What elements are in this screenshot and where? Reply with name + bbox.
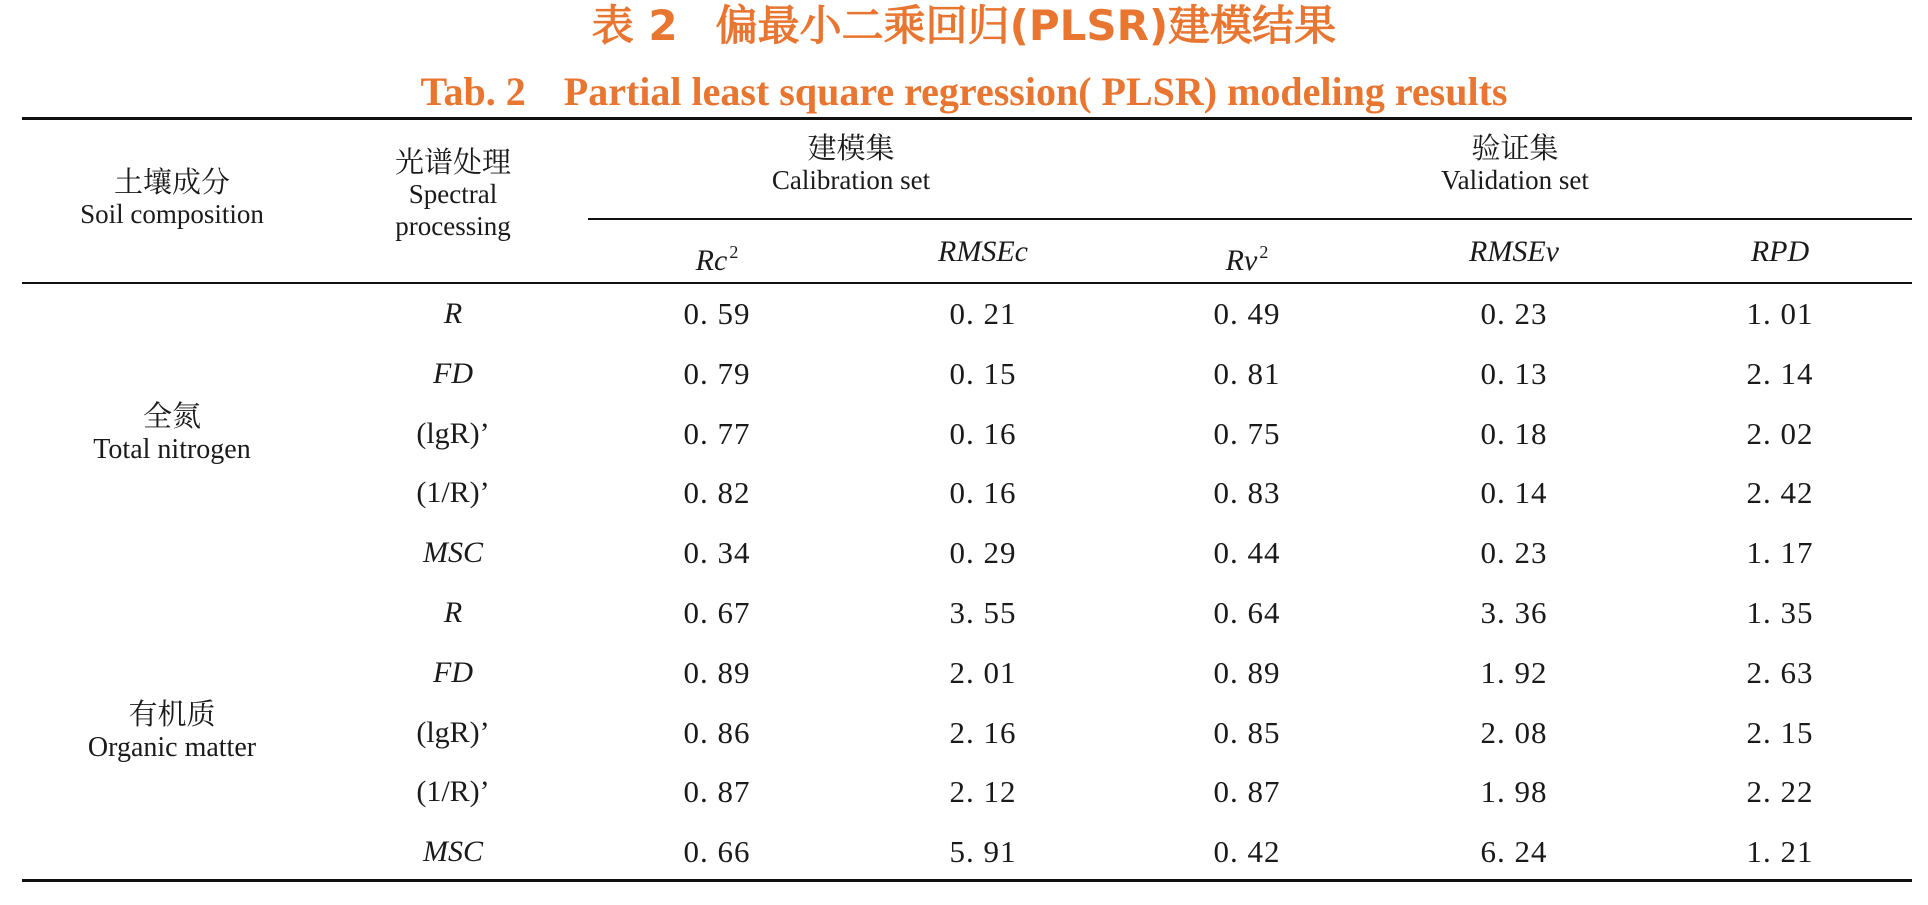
cell-rpd: 1. 21	[1746, 834, 1814, 869]
cell-rc2: 0. 82	[683, 475, 751, 510]
header-spectral-processing	[395, 146, 511, 242]
cell-rv2: 0. 44	[1213, 535, 1281, 570]
table-number-english: Tab. 2	[420, 69, 526, 114]
cell-rv2: 0. 64	[1213, 595, 1281, 630]
cell-rc2: 0. 79	[683, 356, 751, 391]
header-soil-cn: 土壤成分	[113, 165, 230, 199]
cell-proc: FD	[433, 357, 473, 390]
header-soil-en: Soil composition	[80, 199, 264, 229]
group-en: Total nitrogen	[93, 434, 251, 465]
cell-rc2: 0. 34	[683, 535, 751, 570]
cell-proc: (lgR)’	[416, 417, 490, 450]
group-cn: 全氮	[142, 399, 202, 433]
table-caption-english: Partial least square regression( PLSR) modeling results	[563, 69, 1508, 114]
cell-rv2: 0. 42	[1213, 834, 1281, 869]
table-title-chinese	[0, 2, 1928, 50]
header-bottom-rule	[22, 282, 1912, 284]
header-sub-rule	[588, 218, 1912, 220]
cell-rc2: 0. 66	[683, 834, 751, 869]
table-number-chinese: 表 2	[591, 1, 678, 50]
header-metric-rpd: RPD	[1750, 235, 1810, 268]
cell-rmsev: 6. 24	[1480, 834, 1548, 869]
group-en: Organic matter	[87, 732, 257, 763]
header-calibration-cn: 建模集	[807, 131, 895, 165]
cell-rmsev: 1. 98	[1480, 774, 1548, 809]
table-title-english	[0, 68, 1928, 116]
cell-rmsev: 0. 14	[1480, 475, 1548, 510]
cell-rc2: 0. 87	[683, 774, 751, 809]
group-label-organic-matter	[88, 697, 256, 765]
cell-rmsev: 3. 36	[1480, 595, 1548, 630]
header-metric-rmsev: RMSEv	[1469, 235, 1559, 268]
cell-rpd: 2. 63	[1746, 655, 1814, 690]
cell-proc: (1/R)’	[416, 476, 490, 509]
cell-proc: (lgR)’	[416, 716, 490, 749]
cell-rc2: 0. 59	[683, 296, 751, 331]
cell-rmsec: 2. 12	[949, 774, 1017, 809]
cell-rmsec: 0. 21	[949, 296, 1017, 331]
cell-rc2: 0. 89	[683, 655, 751, 690]
cell-proc: MSC	[423, 536, 483, 569]
cell-rpd: 2. 15	[1746, 715, 1814, 750]
cell-rv2: 0. 49	[1213, 296, 1281, 331]
table-bottom-rule	[22, 879, 1912, 882]
cell-proc: MSC	[423, 835, 483, 868]
group-cn: 有机质	[128, 697, 216, 731]
table-caption-chinese: 偏最小二乘回归(PLSR)建模结果	[715, 1, 1337, 50]
cell-rc2: 0. 67	[683, 595, 751, 630]
header-metric-rv2: Rv $^2$	[1225, 242, 1269, 277]
header-metric-rmsec: RMSEc	[938, 235, 1028, 268]
cell-rc2: 0. 86	[683, 715, 751, 750]
cell-rmsec: 5. 91	[949, 834, 1017, 869]
cell-rpd: 2. 22	[1746, 774, 1814, 809]
header-spectral-en2: processing	[395, 211, 511, 241]
header-validation-cn: 验证集	[1471, 131, 1559, 165]
cell-rc2: 0. 77	[683, 416, 751, 451]
cell-rv2: 0. 75	[1213, 416, 1281, 451]
cell-proc: (1/R)’	[416, 775, 490, 808]
header-spectral-en1: Spectral	[408, 179, 498, 209]
cell-rmsec: 0. 16	[949, 416, 1017, 451]
cell-rmsev: 2. 08	[1480, 715, 1548, 750]
header-soil-composition	[80, 166, 264, 230]
cell-rmsev: 0. 23	[1480, 535, 1548, 570]
cell-rmsec: 0. 16	[949, 475, 1017, 510]
cell-rmsev: 0. 23	[1480, 296, 1548, 331]
header-metric-rc2: Rc $^2$	[695, 242, 739, 277]
cell-rpd: 2. 42	[1746, 475, 1814, 510]
header-validation-en: Validation set	[1441, 165, 1589, 195]
cell-rmsec: 0. 15	[949, 356, 1017, 391]
cell-rpd: 2. 02	[1746, 416, 1814, 451]
cell-proc: R	[443, 297, 463, 330]
header-calibration-en: Calibration set	[771, 165, 931, 195]
header-validation-set	[1441, 132, 1589, 196]
cell-rv2: 0. 81	[1213, 356, 1281, 391]
header-spectral-cn: 光谱处理	[394, 145, 512, 179]
cell-proc: R	[443, 596, 463, 629]
cell-rmsec: 2. 16	[949, 715, 1017, 750]
cell-rpd: 1. 01	[1746, 296, 1814, 331]
cell-rv2: 0. 83	[1213, 475, 1281, 510]
cell-rmsev: 0. 13	[1480, 356, 1548, 391]
cell-rmsec: 2. 01	[949, 655, 1017, 690]
cell-rmsec: 3. 55	[949, 595, 1017, 630]
cell-rmsec: 0. 29	[949, 535, 1017, 570]
cell-rv2: 0. 87	[1213, 774, 1281, 809]
cell-rmsev: 1. 92	[1480, 655, 1548, 690]
cell-rpd: 2. 14	[1746, 356, 1814, 391]
cell-rpd: 1. 35	[1746, 595, 1814, 630]
group-label-total-nitrogen	[93, 399, 250, 467]
cell-rmsev: 0. 18	[1480, 416, 1548, 451]
cell-rv2: 0. 85	[1213, 715, 1281, 750]
cell-proc: FD	[433, 656, 473, 689]
header-calibration-set	[772, 132, 930, 196]
table-top-rule	[22, 117, 1912, 120]
cell-rv2: 0. 89	[1213, 655, 1281, 690]
cell-rpd: 1. 17	[1746, 535, 1814, 570]
